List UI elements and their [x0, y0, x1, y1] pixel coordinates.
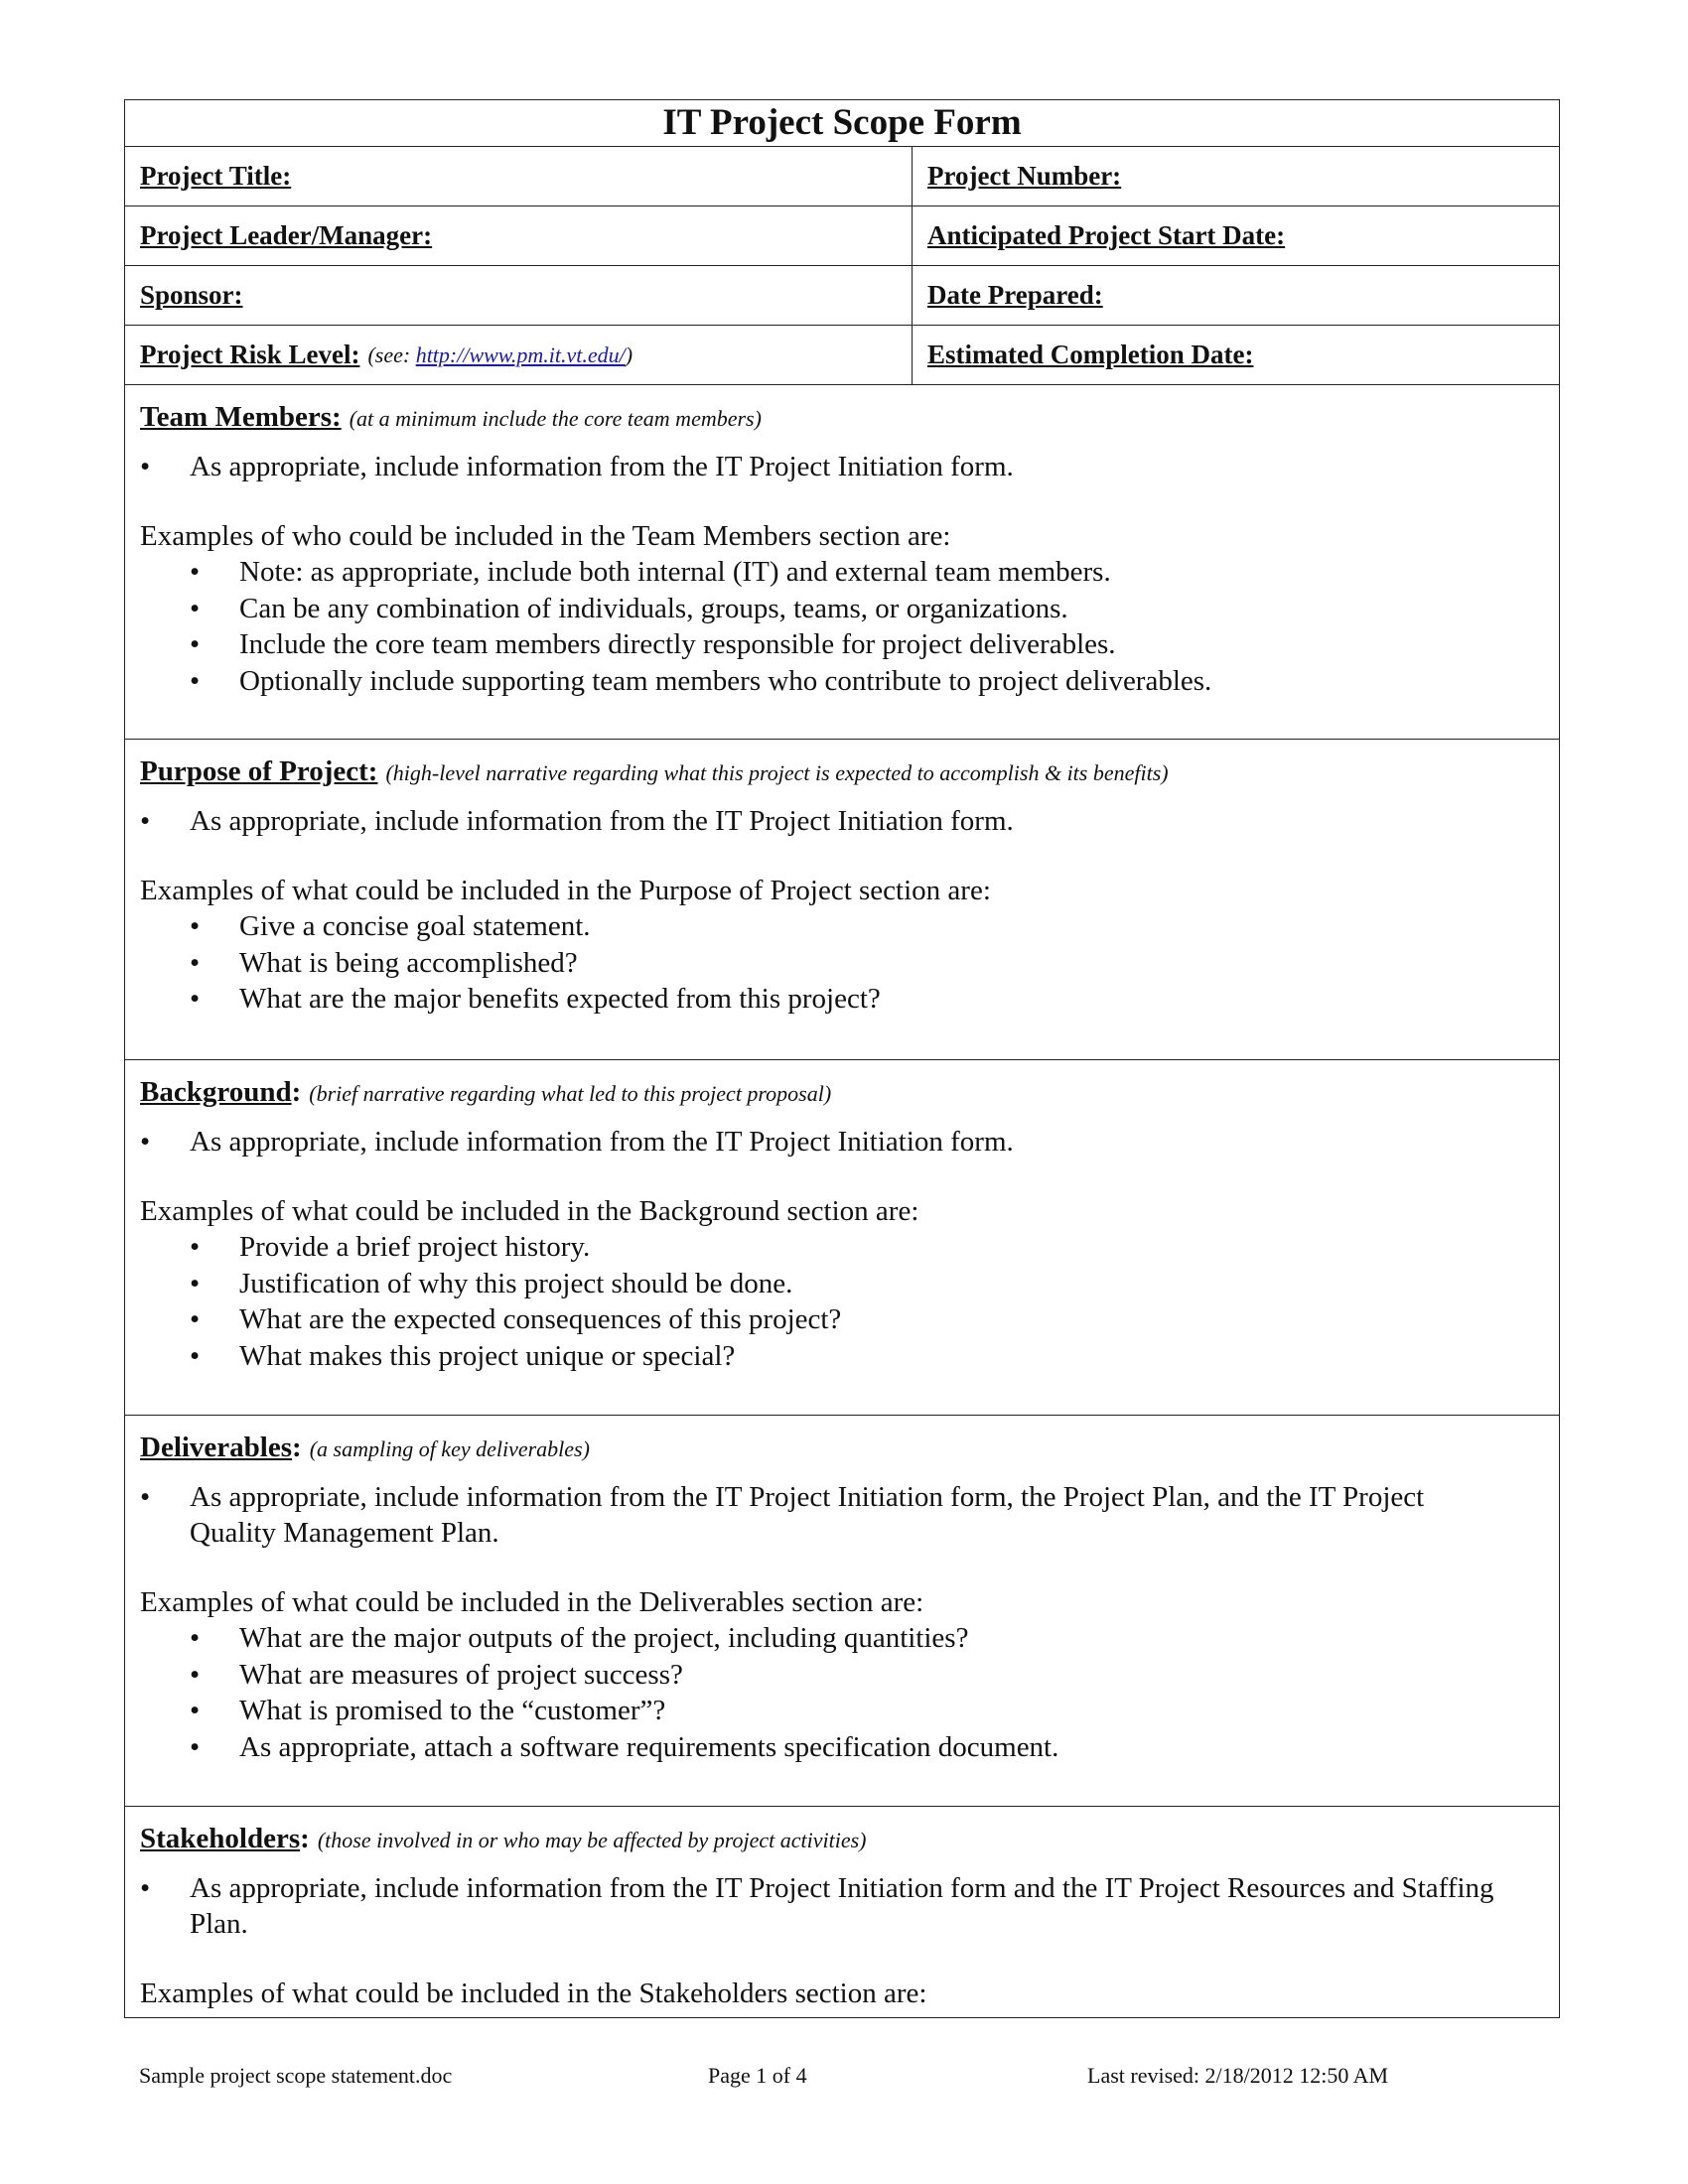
list-item: • Optionally include supporting team members who contribute to project deliverables.: [190, 663, 1544, 700]
scope-form: [124, 99, 1560, 2018]
risk-level-field[interactable]: [125, 326, 913, 384]
stakeholders-top-bullet: • As appropriate, include information from the IT Project Initiation form and the IT Project Resources and Staffing Plan.: [140, 1872, 1494, 1940]
team-members-top-bullet: • As appropriate, include information from the IT Project Initiation form.: [140, 451, 1014, 482]
project-title-label: Project Title:: [140, 161, 292, 191]
background-note: (brief narrative regarding what led to this project proposal): [309, 1081, 832, 1106]
list-item: • What are the major outputs of the project, including quantities?: [190, 1620, 1544, 1657]
team-members-note: (at a minimum include the core team members): [349, 406, 762, 431]
bullet-icon: •: [190, 946, 201, 979]
bullet-icon: •: [190, 1231, 201, 1263]
risk-level-note: [367, 342, 633, 368]
bullet-icon: •: [190, 1658, 201, 1691]
bullet-icon: •: [190, 664, 201, 697]
bullet-icon: •: [140, 1126, 151, 1158]
list-item: • What makes this project unique or special?: [190, 1338, 1544, 1375]
stakeholders-heading: Stakeholders: (those involved in or who may be affected by project activities): [140, 1823, 867, 1854]
stakeholders-note: (those involved in or who may be affected by project activities): [317, 1828, 867, 1852]
form-title: IT Project Scope Form: [125, 100, 1559, 147]
team-members-list: [140, 554, 1544, 699]
list-item: • Justification of why this project should be done.: [190, 1266, 1544, 1302]
bullet-icon: •: [140, 805, 151, 837]
footer-filename: Sample project scope statement.doc: [139, 2063, 453, 2088]
list-item: • What is promised to the “customer”?: [190, 1693, 1544, 1729]
bullet-icon: •: [190, 1303, 201, 1335]
purpose-list: [140, 908, 1544, 1018]
background-intro: Examples of what could be included in the Background section are:: [140, 1195, 919, 1227]
bullet-icon: •: [190, 628, 201, 660]
list-item: • Can be any combination of individuals, groups, teams, or organizations.: [190, 591, 1544, 627]
start-date-field[interactable]: [913, 206, 1559, 265]
meta-row-1: [125, 147, 1559, 206]
team-members-heading: [140, 399, 1544, 437]
bullet-icon: •: [190, 592, 201, 624]
purpose-label: Purpose of Project:: [140, 755, 378, 787]
meta-row-3: [125, 266, 1559, 326]
purpose-note: (high-level narrative regarding what this project is expected to accomplish & its benefits): [385, 760, 1169, 785]
team-members-section[interactable]: [125, 385, 1559, 740]
date-prepared-field[interactable]: [913, 266, 1559, 325]
bullet-icon: •: [190, 1622, 201, 1654]
team-members-intro: Examples of who could be included in the Team Members section are:: [140, 520, 951, 552]
purpose-intro: Examples of what could be included in the Purpose of Project section are:: [140, 875, 991, 906]
bullet-icon: •: [140, 451, 151, 482]
list-item: • Note: as appropriate, include both internal (IT) and external team members.: [190, 554, 1544, 591]
background-heading: Background: (brief narrative regarding what led to this project proposal): [140, 1076, 832, 1108]
background-section[interactable]: [125, 1060, 1559, 1416]
sponsor-field[interactable]: [125, 266, 913, 325]
deliverables-top-bullet: • As appropriate, include information from the IT Project Initiation form, the Project Plan, and the IT Project Quality Management Plan.: [140, 1481, 1425, 1549]
stakeholders-section[interactable]: [125, 1807, 1559, 2017]
list-item: • What are measures of project success?: [190, 1657, 1544, 1694]
list-item: • As appropriate, attach a software requirements specification document.: [190, 1729, 1544, 1766]
project-leader-field[interactable]: [125, 206, 913, 265]
stakeholders-label: Stakeholders: [140, 1823, 301, 1854]
background-list: [140, 1229, 1544, 1374]
risk-note-suffix: ): [625, 341, 633, 367]
list-item: • Give a concise goal statement.: [190, 908, 1544, 945]
meta-row-4: [125, 326, 1559, 385]
bullet-icon: •: [190, 1730, 201, 1763]
list-item: • Include the core team members directly responsible for project deliverables.: [190, 626, 1544, 663]
deliverables-heading: Deliverables: (a sampling of key deliverables): [140, 1432, 590, 1463]
purpose-top-bullet: • As appropriate, include information from the IT Project Initiation form.: [140, 805, 1014, 837]
footer-page-number: Page 1 of 4: [708, 2063, 807, 2088]
deliverables-intro: Examples of what could be included in the Deliverables section are:: [140, 1586, 924, 1618]
risk-level-label: Project Risk Level:: [140, 340, 360, 369]
bullet-icon: •: [140, 1481, 151, 1513]
bullet-icon: •: [190, 556, 201, 588]
purpose-heading: [140, 753, 1544, 791]
deliverables-note: (a sampling of key deliverables): [309, 1436, 590, 1461]
project-number-field[interactable]: [913, 147, 1559, 205]
list-item: • What are the major benefits expected from this project?: [190, 981, 1544, 1018]
footer-last-revised: Last revised: 2/18/2012 12:50 AM: [1087, 2063, 1389, 2088]
bullet-icon: •: [190, 983, 201, 1015]
risk-link[interactable]: http://www.pm.it.vt.edu/: [415, 341, 626, 367]
project-title-field[interactable]: [125, 147, 913, 205]
sponsor-label: Sponsor:: [140, 280, 243, 310]
bullet-icon: •: [140, 1872, 151, 1904]
list-item: • What are the expected consequences of this project?: [190, 1301, 1544, 1338]
bullet-icon: •: [190, 910, 201, 942]
meta-row-2: [125, 206, 1559, 266]
deliverables-label: Deliverables: [140, 1432, 293, 1463]
project-leader-label: Project Leader/Manager:: [140, 220, 433, 250]
team-members-label: Team Members:: [140, 401, 342, 433]
purpose-section[interactable]: [125, 740, 1559, 1060]
start-date-label: Anticipated Project Start Date:: [927, 220, 1286, 250]
list-item: • Provide a brief project history.: [190, 1229, 1544, 1266]
background-top-bullet: • As appropriate, include information from the IT Project Initiation form.: [140, 1126, 1014, 1158]
bullet-icon: •: [190, 1695, 201, 1726]
project-number-label: Project Number:: [927, 161, 1122, 191]
completion-date-label: Estimated Completion Date:: [927, 340, 1254, 369]
background-label: Background: [140, 1076, 292, 1108]
list-item: • What is being accomplished?: [190, 945, 1544, 982]
bullet-icon: •: [190, 1267, 201, 1299]
completion-date-field[interactable]: [913, 326, 1559, 384]
stakeholders-intro: Examples of what could be included in the Stakeholders section are:: [140, 1978, 927, 2009]
deliverables-section[interactable]: [125, 1416, 1559, 1807]
date-prepared-label: Date Prepared:: [927, 280, 1103, 310]
deliverables-list: [140, 1620, 1544, 1765]
risk-note-prefix: (see:: [367, 341, 416, 367]
bullet-icon: •: [190, 1339, 201, 1372]
